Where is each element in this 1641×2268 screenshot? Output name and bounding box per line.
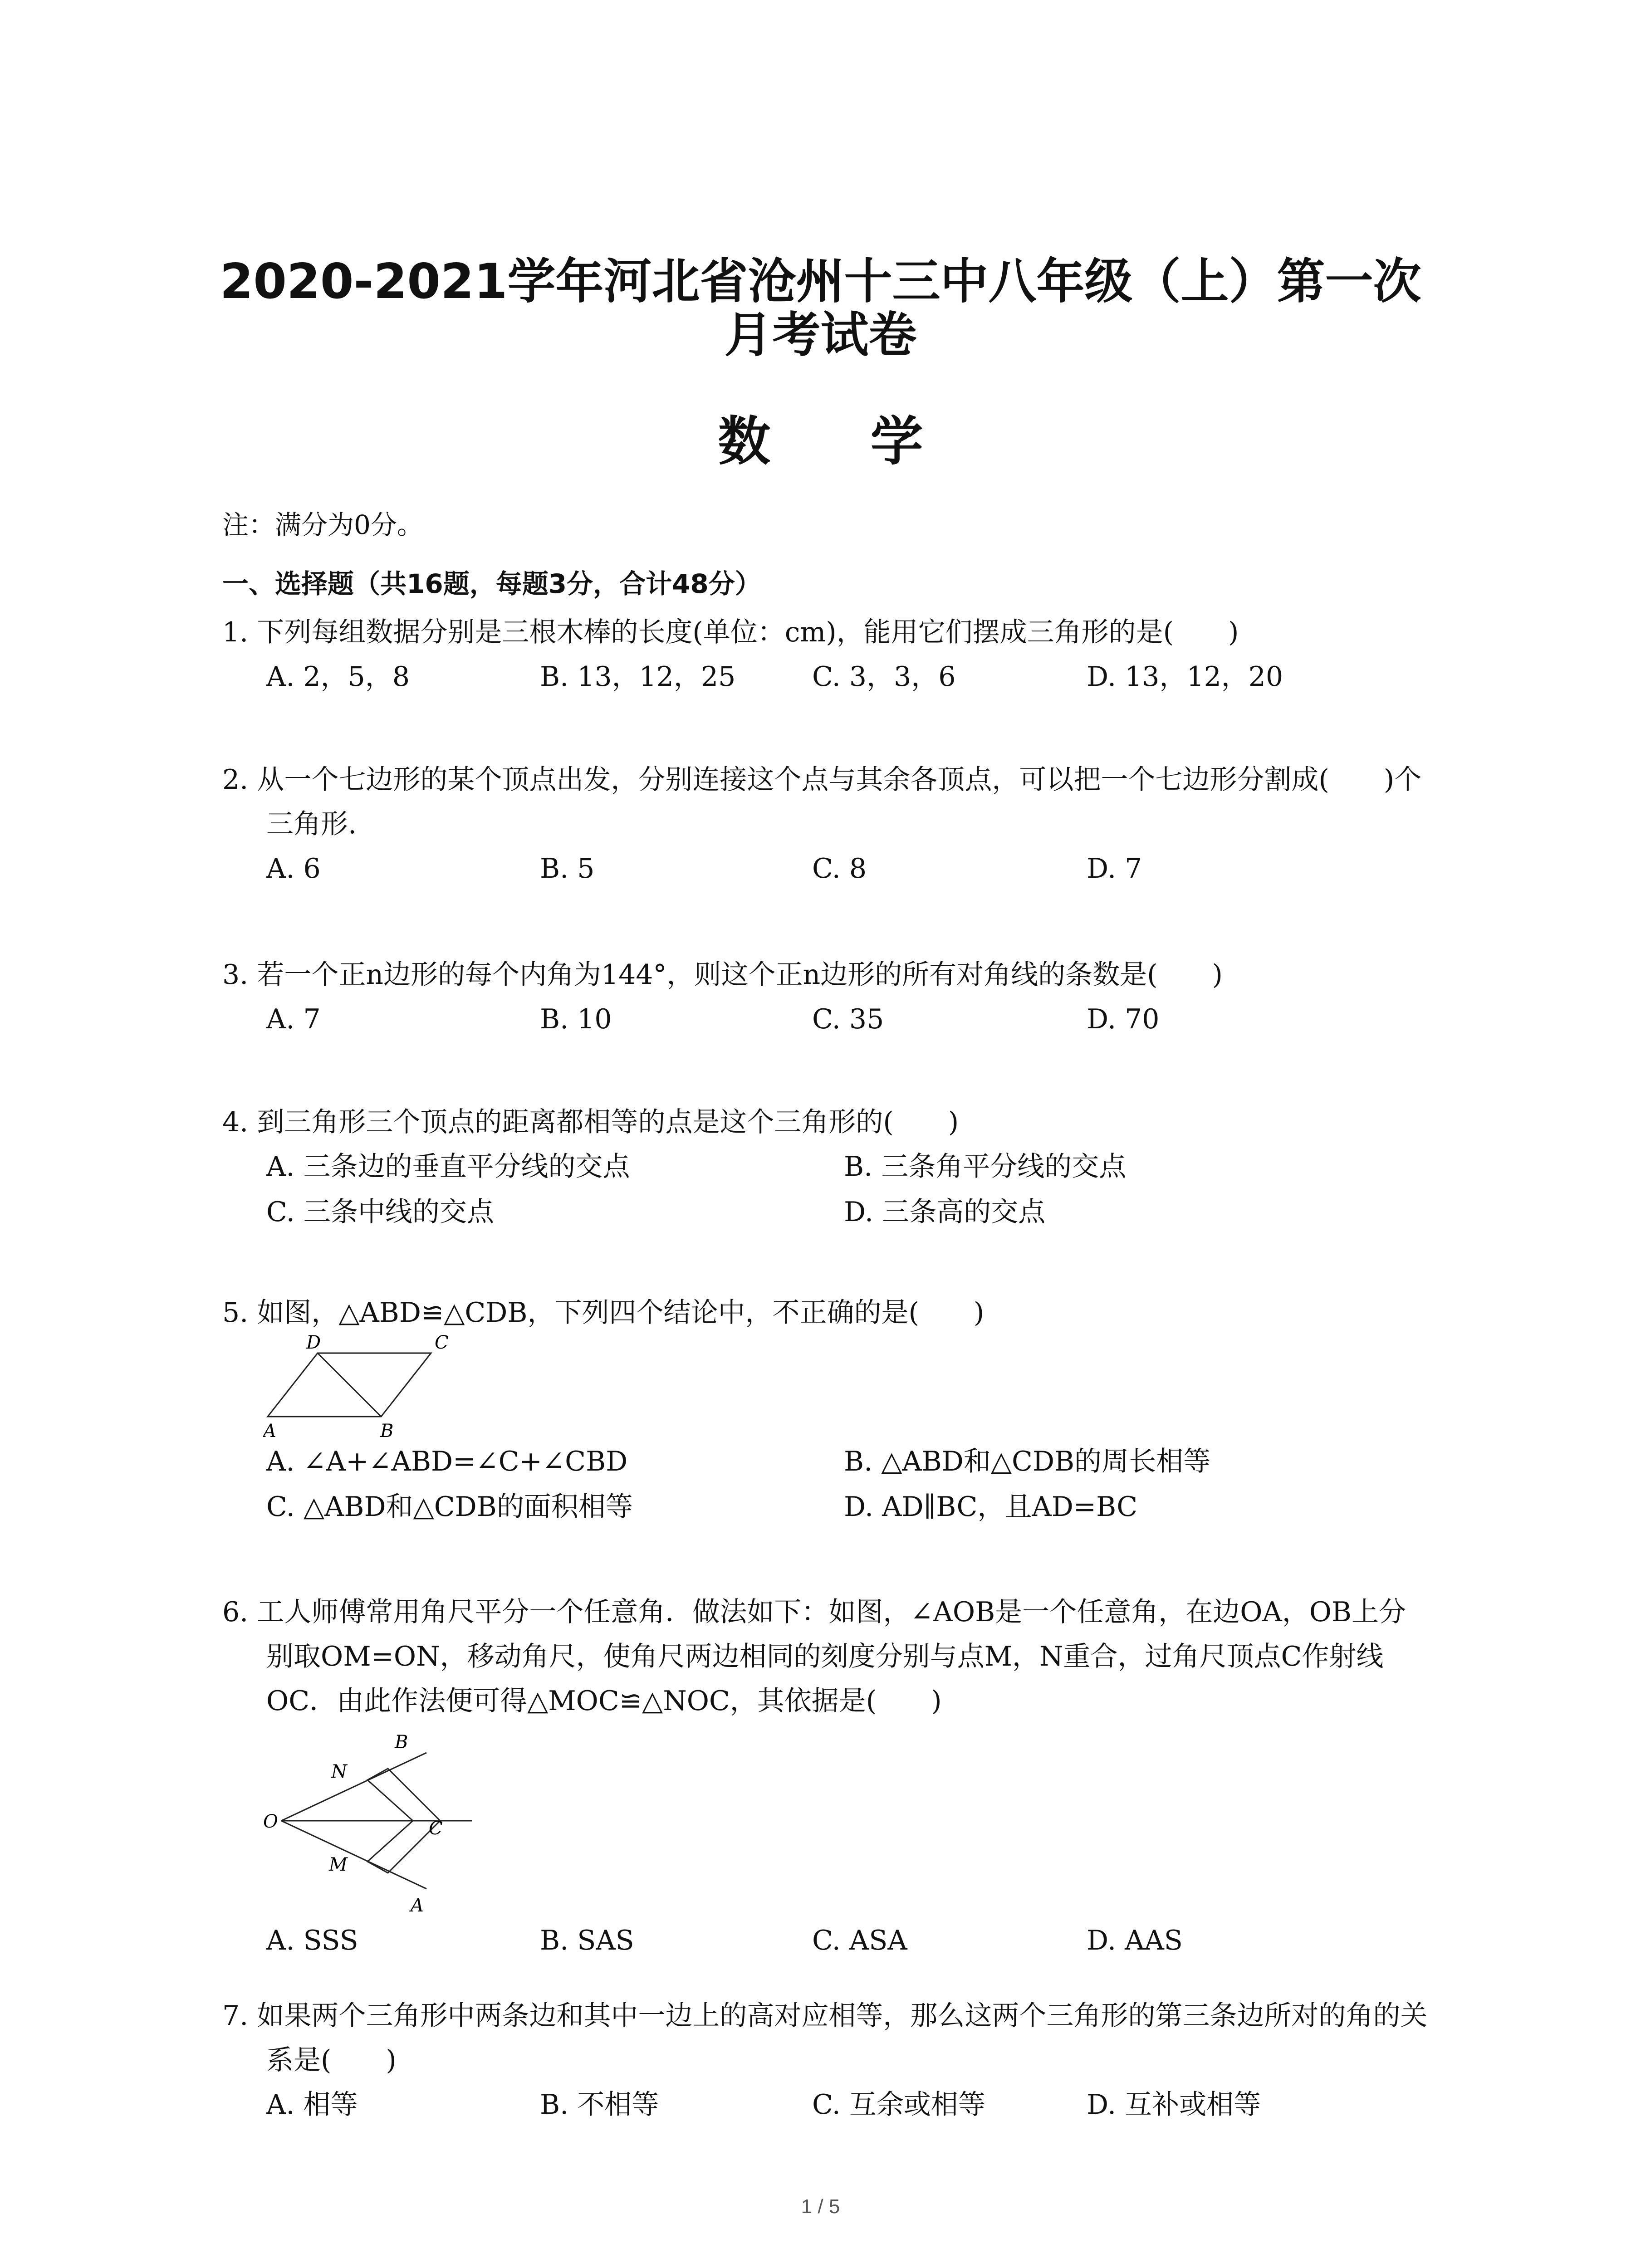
- option-d[interactable]: D. AD∥BC，且AD=BC: [844, 1491, 1138, 1523]
- vertex-label-d: D: [306, 1335, 321, 1353]
- question-stem: 7. 如果两个三角形中两条边和其中一边上的高对应相等，那么这两个三角形的第三条边所对的角的关系是( ): [222, 2000, 1428, 2076]
- option-c[interactable]: C. 8: [812, 853, 867, 885]
- option-row: [222, 1918, 1429, 1964]
- question-stem: 4. 到三角形三个顶点的距离都相等的点是这个三角形的( ): [222, 1106, 959, 1138]
- point-label-m: M: [329, 1854, 348, 1875]
- option-a[interactable]: A. 6: [266, 853, 321, 885]
- option-row: [222, 1144, 1429, 1190]
- question-5: [222, 1290, 1429, 1530]
- option-d[interactable]: D. 互补或相等: [1087, 2089, 1261, 2121]
- option-a[interactable]: A. 三条边的垂直平分线的交点: [266, 1151, 630, 1183]
- question-1: [222, 610, 1429, 700]
- option-a[interactable]: A. 7: [266, 1003, 321, 1035]
- page-number: 1 / 5: [801, 2195, 840, 2218]
- question-4: [222, 1100, 1429, 1235]
- option-row: [222, 846, 1429, 892]
- option-c[interactable]: C. 互余或相等: [812, 2089, 985, 2121]
- option-b[interactable]: B. 10: [540, 1003, 612, 1035]
- option-b[interactable]: B. 不相等: [540, 2089, 659, 2121]
- point-label-n: N: [331, 1761, 347, 1782]
- vertex-label-b: B: [380, 1421, 394, 1439]
- option-row: [222, 1439, 1429, 1485]
- point-label-c: C: [429, 1818, 443, 1839]
- option-a[interactable]: A. 相等: [266, 2089, 358, 2121]
- option-b[interactable]: B. △ABD和△CDB的周长相等: [844, 1446, 1211, 1477]
- vertex-label-a: A: [263, 1421, 276, 1439]
- option-d[interactable]: D. 70: [1087, 1003, 1160, 1035]
- option-c[interactable]: C. 3，3，6: [812, 661, 956, 693]
- option-b[interactable]: B. 三条角平分线的交点: [844, 1151, 1127, 1183]
- option-b[interactable]: B. SAS: [540, 1925, 634, 1956]
- question-stem: 6. 工人师傅常用角尺平分一个任意角．做法如下：如图，∠AOB是一个任意角，在边OA，OB上分别取OM=ON，移动角尺，使角尺两边相同的刻度分别与点M，N重合，过角尺顶点C作射线OC．由此作法便可得△MOC≌△NOC，其依据是( ): [222, 1596, 1406, 1717]
- exam-title: [0, 255, 1641, 362]
- option-row: [222, 997, 1429, 1042]
- option-a[interactable]: A. SSS: [266, 1925, 358, 1956]
- title-line-2: 月考试卷: [724, 307, 917, 363]
- angle-ruler-figure: [263, 1723, 499, 1918]
- vertex-label-c: C: [435, 1335, 449, 1353]
- option-b[interactable]: B. 13，12，25: [540, 661, 736, 693]
- option-c[interactable]: C. △ABD和△CDB的面积相等: [266, 1491, 633, 1523]
- point-label-a: A: [411, 1895, 424, 1916]
- question-7: [222, 1994, 1429, 2128]
- option-d[interactable]: D. AAS: [1087, 1925, 1183, 1956]
- option-d[interactable]: D. 13，12，20: [1087, 661, 1283, 693]
- question-6: [222, 1590, 1429, 1964]
- option-a[interactable]: A. 2，5，8: [266, 661, 410, 693]
- option-b[interactable]: B. 5: [540, 853, 595, 885]
- subject-heading: 数 学: [718, 411, 964, 472]
- option-c[interactable]: C. 35: [812, 1003, 884, 1035]
- option-d[interactable]: D. 7: [1087, 853, 1142, 885]
- option-c[interactable]: C. ASA: [812, 1925, 907, 1956]
- section-heading: 一、选择题（共16题，每题3分，合计48分）: [222, 568, 761, 599]
- point-label-o: O: [263, 1811, 278, 1832]
- question-stem: 1. 下列每组数据分别是三根木棒的长度(单位：cm)，能用它们摆成三角形的是( ): [222, 616, 1239, 648]
- option-row: [222, 655, 1429, 700]
- parallelogram-figure: [263, 1335, 472, 1439]
- option-c[interactable]: C. 三条中线的交点: [266, 1196, 494, 1228]
- question-stem: 2. 从一个七边形的某个顶点出发，分别连接这个点与其余各顶点，可以把一个七边形分割成( )个三角形.: [222, 764, 1422, 840]
- question-stem: 3. 若一个正n边形的每个内角为144°，则这个正n边形的所有对角线的条数是( ): [222, 959, 1223, 991]
- score-note: 注：满分为0分。: [222, 509, 423, 540]
- title-line-1: 2020-2021学年河北省沧州十三中八年级（上）第一次: [220, 254, 1421, 309]
- option-d[interactable]: D. 三条高的交点: [844, 1196, 1046, 1228]
- point-label-b: B: [395, 1732, 408, 1753]
- option-row: [222, 1485, 1429, 1530]
- question-2: [222, 758, 1429, 892]
- option-a[interactable]: A. ∠A+∠ABD=∠C+∠CBD: [266, 1446, 628, 1477]
- option-row: [222, 1190, 1429, 1235]
- question-stem: 5. 如图，△ABD≌△CDB，下列四个结论中，不正确的是( ): [222, 1297, 985, 1329]
- option-row: [222, 2082, 1429, 2128]
- question-3: [222, 953, 1429, 1042]
